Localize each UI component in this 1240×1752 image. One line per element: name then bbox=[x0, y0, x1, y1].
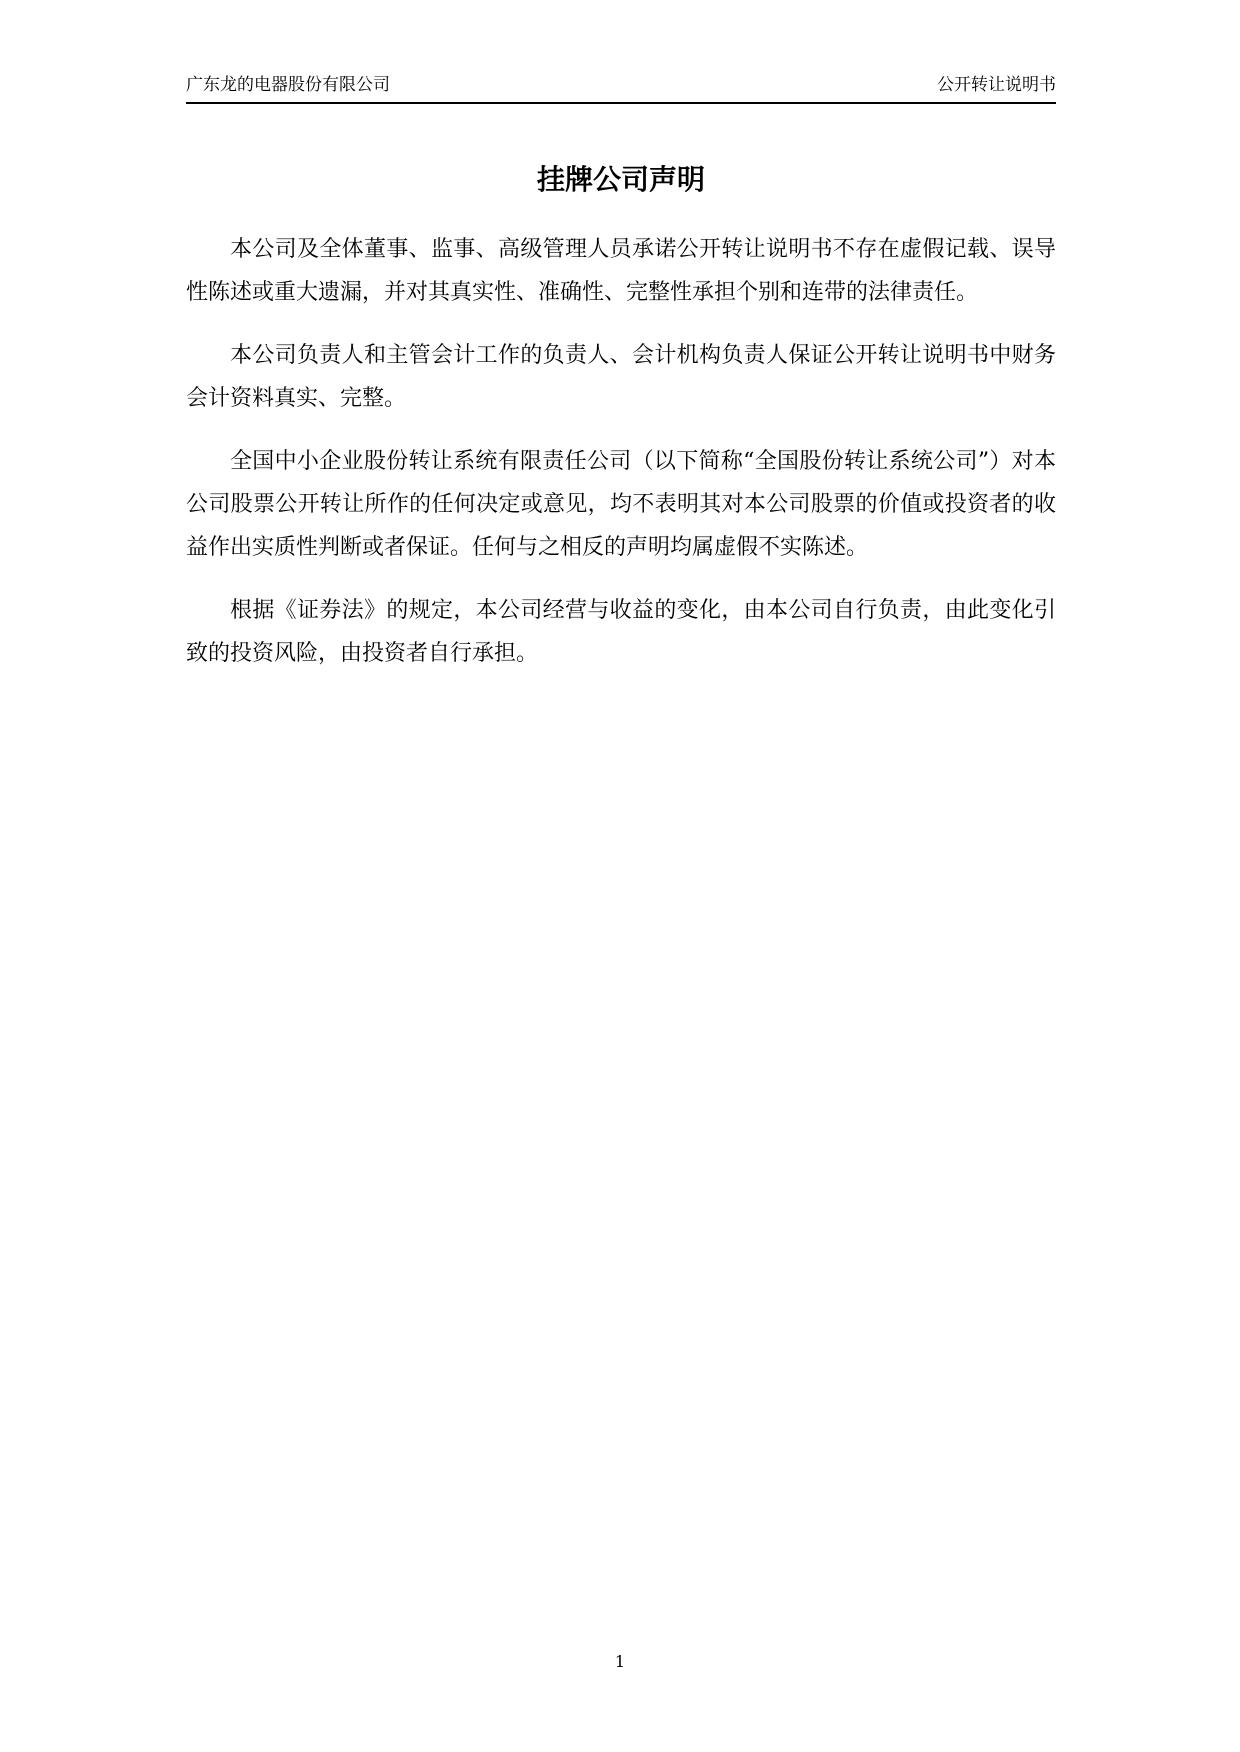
paragraph-system-disclaimer: 全国中小企业股份转让系统有限责任公司（以下简称“全国股份转让系统公司”）对本公司股票公开转让所作的任何决定或意见，均不表明其对本公司股票的价值或投资者的收益作出实质性判断或者保证。任何与之相反的声明均属虚假不实陈述。 bbox=[186, 449, 1056, 560]
header-document-type: 公开转让说明书 bbox=[937, 75, 1056, 95]
page-title: 挂牌公司声明 bbox=[536, 163, 705, 196]
running-header bbox=[186, 72, 1056, 104]
header-company-name: 广东龙的电器股份有限公司 bbox=[186, 75, 390, 95]
paragraph-investment-risk: 根据《证券法》的规定，本公司经营与收益的变化，由本公司自行负责，由此变化引致的投资风险，由投资者自行承担。 bbox=[186, 598, 1056, 666]
paragraph-commitment: 本公司及全体董事、监事、高级管理人员承诺公开转让说明书不存在虚假记载、误导性陈述或重大遗漏，并对其真实性、准确性、完整性承担个别和连带的法律责任。 bbox=[186, 237, 1056, 305]
page-number: 1 bbox=[614, 1652, 626, 1671]
paragraph-financial-guarantee: 本公司负责人和主管会计工作的负责人、会计机构负责人保证公开转让说明书中财务会计资料真实、完整。 bbox=[186, 343, 1056, 411]
declaration-body bbox=[186, 228, 1056, 695]
